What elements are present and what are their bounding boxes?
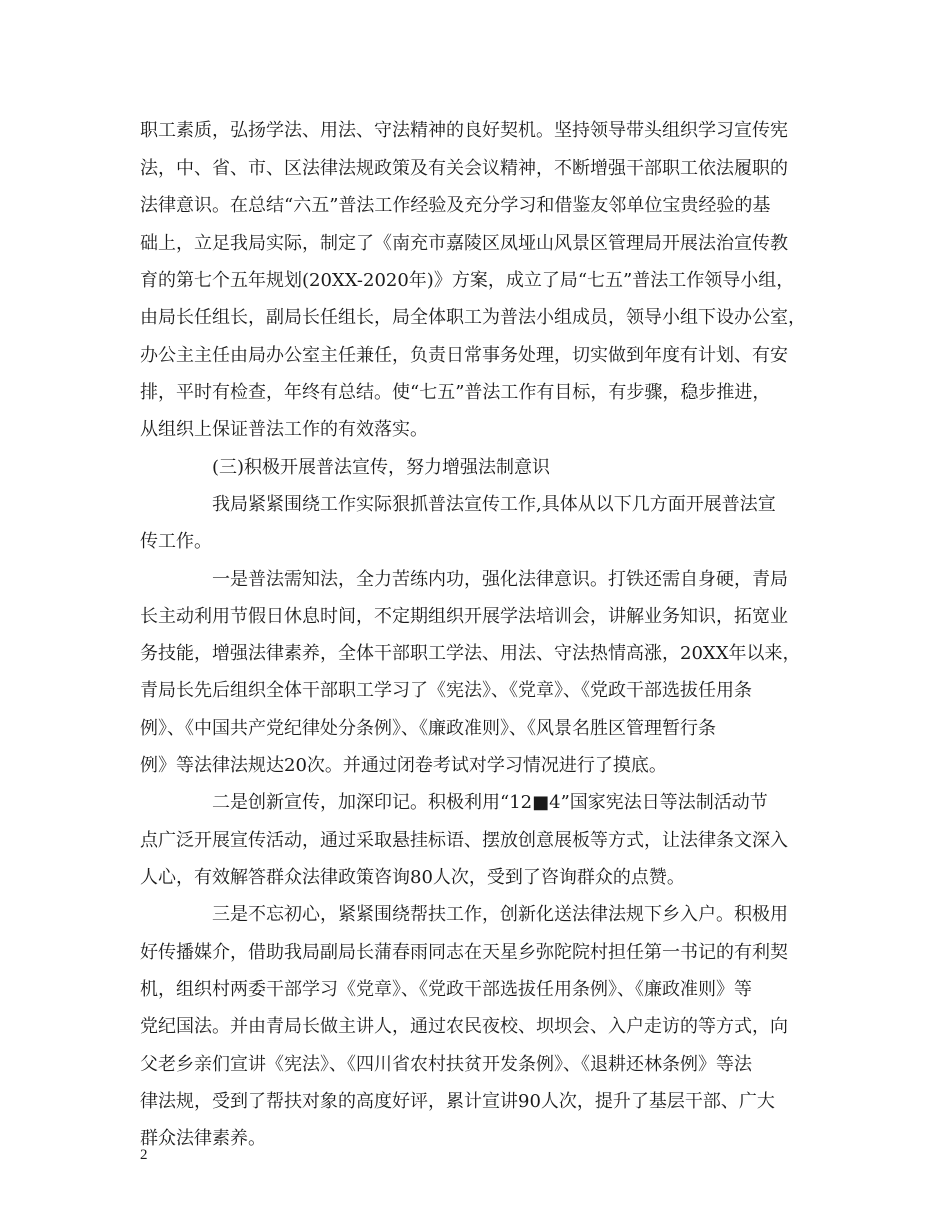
section-heading: (三)积极开展普法宣传，努力增强法制意识	[212, 457, 551, 478]
text-line: 例》等法律法规达20次。并通过闭卷考试对学习情况进行了摸底。	[140, 755, 667, 776]
text-line: 父老乡亲们宣讲《宪法》、《四川省农村扶贫开发条例》、《退耕还林条例》等法	[140, 1054, 752, 1075]
text-line: 我局紧紧围绕工作实际狠抓普法宣传工作,具体从以下几方面开展普法宣	[212, 494, 776, 515]
text-line: 人心，有效解答群众法律政策咨询80人次，受到了咨询群众的点赞。	[140, 867, 685, 888]
text-line: 排，平时有检查，年终有总结。使“七五”普法工作有目标，有步骤，稳步推进，	[140, 382, 771, 403]
text-line: 由局长任组长，副局长任组长，局全体职工为普法小组成员，领导小组下设办公室，	[140, 307, 806, 328]
text-line: 机，组织村两委干部学习《党章》、《党政干部选拔任用条例》、《廉政准则》等	[140, 979, 752, 1000]
text-line: 例》、《中国共产党纪律处分条例》、《廉政准则》、《风景名胜区管理暂行条	[140, 718, 716, 739]
text-line: 三是不忘初心，紧紧围绕帮扶工作，创新化送法律法规下乡入户。积极用	[212, 904, 788, 925]
text-line: 一是普法需知法，全力苦练内功，强化法律意识。打铁还需自身硬，青局	[212, 569, 788, 590]
text-line: 长主动利用节假日休息时间，不定期组织开展学法培训会，讲解业务知识，拓宽业	[140, 606, 788, 627]
text-line: 好传播媒介，借助我局副局长蒲春雨同志在天星乡弥陀院村担任第一书记的有利契	[140, 942, 788, 963]
text-line: 从组织上保证普法工作的有效落实。	[140, 419, 428, 440]
text-line: 职工素质，弘扬学法、用法、守法精神的良好契机。坚持领导带头组织学习宣传宪	[140, 120, 788, 141]
text-line: 法，中、省、市、区法律法规政策及有关会议精神，不断增强干部职工依法履职的	[140, 158, 788, 179]
text-line: 群众法律素养。	[140, 1128, 266, 1149]
text-line: 育的第七个五年规划(20XX-2020年)》方案，成立了局“七五”普法工作领导小组，	[140, 270, 795, 291]
text-line: 办公主主任由局办公室主任兼任，负责日常事务处理，切实做到年度有计划、有安	[140, 345, 788, 366]
text-line: 党纪国法。并由青局长做主讲人，通过农民夜校、坝坝会、入户走访的等方式，向	[140, 1016, 788, 1037]
text-line: 律法规，受到了帮扶对象的高度好评，累计宣讲90人次，提升了基层干部、广大	[140, 1091, 775, 1112]
text-line: 础上，立足我局实际，制定了《南充市嘉陵区凤垭山风景区管理局开展法治宣传教	[140, 233, 788, 254]
page-number: 2	[140, 1147, 148, 1163]
text-line: 点广泛开展宣传活动，通过采取悬挂标语、摆放创意展板等方式，让法律条文深入	[140, 830, 788, 851]
text-line: 传工作。	[140, 531, 212, 552]
text-line: 青局长先后组织全体干部职工学习了《宪法》、《党章》、《党政干部选拔任用条	[140, 680, 752, 701]
text-line: 二是创新宣传，加深印记。积极利用“12■4”国家宪法日等法制活动节	[212, 792, 768, 813]
text-line: 法律意识。在总结“六五”普法工作经验及充分学习和借鉴友邻单位宝贵经验的基	[140, 195, 771, 216]
text-line: 务技能，增强法律素养，全体干部职工学法、用法、守法热情高涨，20XX年以来，	[140, 643, 801, 664]
